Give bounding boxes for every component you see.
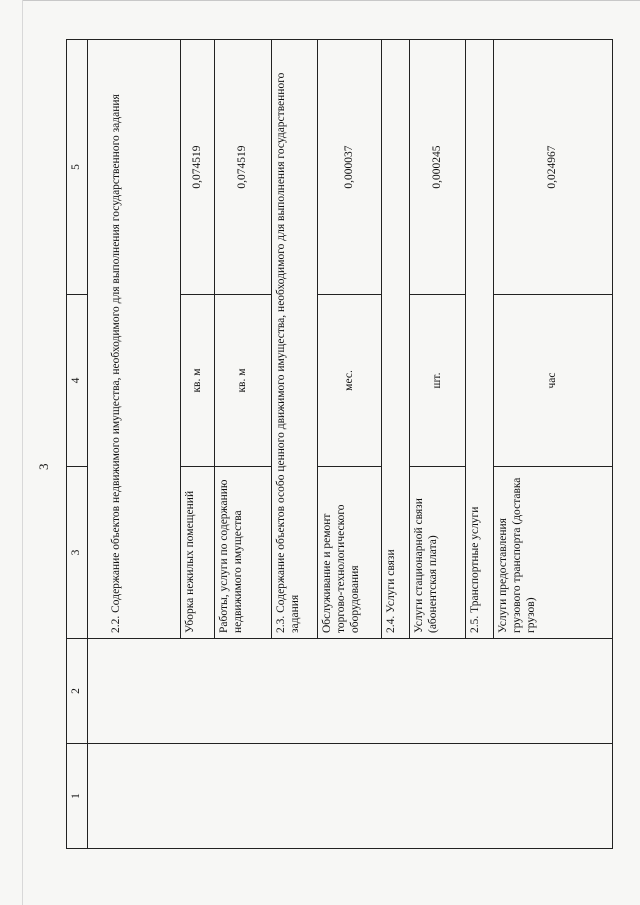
value-cell: 0,000245 [410,40,466,295]
page-edge-left [22,0,23,905]
header-col-5: 5 [67,40,88,295]
header-col-3: 3 [67,467,88,639]
header-col-1: 1 [67,744,88,849]
value-cell: 0,000037 [318,40,382,295]
service-name: Уборка нежилых помещений [181,467,215,639]
header-row [67,40,88,849]
unit-cell: час [494,295,613,467]
value-cell: 0,074519 [215,40,272,295]
rotated-table-wrapper [66,40,613,849]
section-heading: 2.3. Содержание объектов особо ценного движимого имущества, необходимого для выполнения государственного задания [272,40,318,639]
value-cell: 0,024967 [494,40,613,295]
unit-cell: мес. [318,295,382,467]
table-row [88,40,181,849]
header-col-2: 2 [67,639,88,744]
header-col-4: 4 [67,295,88,467]
col2-merged-cell [88,639,613,744]
unit-cell: шт. [410,295,466,467]
page-edge-top [22,0,640,1]
unit-cell: кв. м [181,295,215,467]
col1-merged-cell [88,744,613,849]
page-number: 3 [36,463,51,470]
unit-cell: кв. м [215,295,272,467]
service-name: Услуги стационарной связи (абонентская плата) [410,467,466,639]
service-name: Обслуживание и ремонт торгово-технологического оборудования [318,467,382,639]
section-heading: 2.5. Транспортные услуги [466,40,494,639]
section-heading: 2.4. Услуги связи [382,40,410,639]
section-heading: 2.2. Содержание объектов недвижимого имущества, необходимого для выполнения государственного задания [88,40,181,639]
service-name: Услуги предоставления грузового транспорта (доставка грузов) [494,467,613,639]
value-cell: 0,074519 [181,40,215,295]
service-name: Работы, услуги по содержанию недвижимого имущества [215,467,272,639]
norms-table [66,39,613,849]
